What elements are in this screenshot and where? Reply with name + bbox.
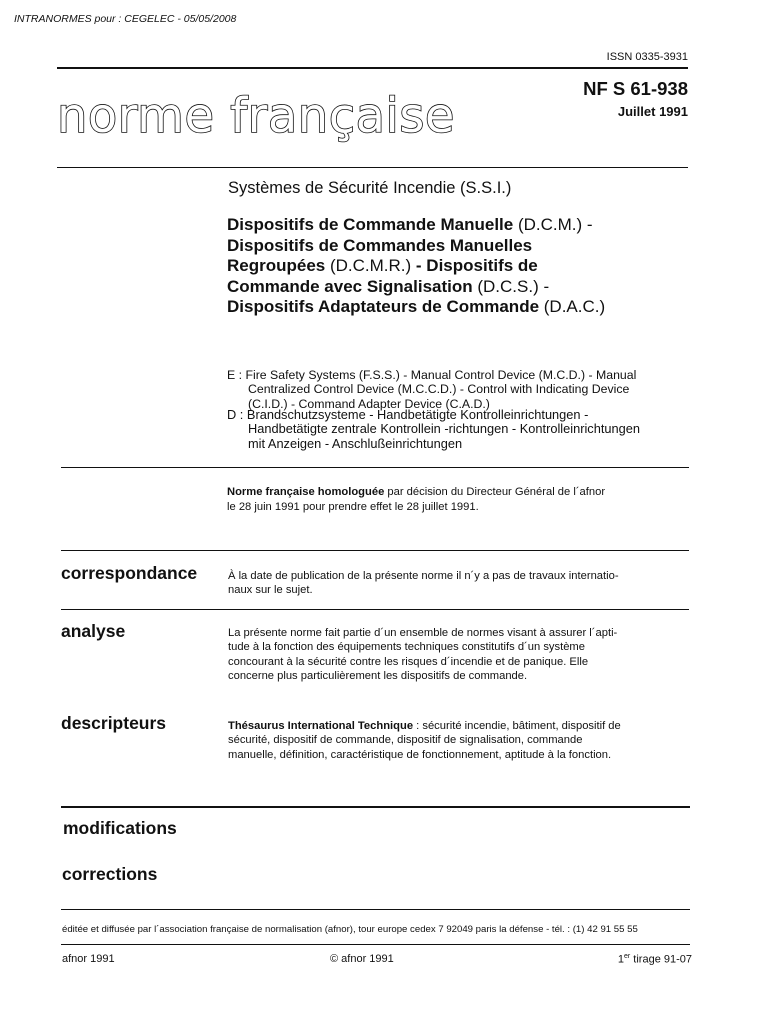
title-divider: [57, 167, 688, 168]
correspondance-label: correspondance: [61, 563, 198, 583]
divider: [61, 806, 690, 808]
norme-francaise-title: norme française: [57, 88, 455, 144]
corrections-label: corrections: [62, 864, 158, 884]
title-line: Dispositifs de Commande Manuelle (D.C.M.) -: [227, 215, 593, 234]
correspondance-text: À la date de publication de la présente norme il n´y a pas de travaux internatio- naux sur le sujet.: [228, 570, 619, 597]
divider: [61, 909, 690, 910]
publisher-line: éditée et diffusée par l´association française de normalisation (afnor), tour europe cedex 7 92049 paris la défense - tél. : (1) 42 91 55 55: [62, 924, 638, 935]
divider: [61, 467, 689, 468]
standard-number: NF S 61-938: [583, 78, 688, 99]
analyse-label: analyse: [61, 621, 126, 641]
title-line: Commande avec Signalisation (D.C.S.) -: [227, 276, 550, 296]
series-title: Systèmes de Sécurité Incendie (S.S.I.): [228, 179, 512, 197]
top-divider: [57, 67, 688, 69]
title-line: Dispositifs de Commandes Manuelles: [227, 235, 533, 255]
title-line: Dispositifs Adaptateurs de Commande (D.A.C.): [227, 297, 606, 316]
modifications-label: modifications: [63, 818, 177, 838]
main-title: [227, 215, 697, 318]
descripteurs-label: descripteurs: [61, 713, 167, 733]
standard-date: Juillet 1991: [617, 104, 688, 119]
german-translation: D : Brandschutzsysteme - Handbetätigte Kontrolleinrichtungen - Handbetätigte zentrale Kontrollein -richtungen - Kontrolleinrichtungen mit Anzeigen - Anschlußeinrichtungen: [227, 407, 640, 451]
homologation-text: Norme française homologuée par décision du Directeur Général de l´afnor le 28 juin 1991 pour prendre effet le 28 juillet 1991.: [227, 486, 606, 513]
divider: [61, 944, 690, 945]
divider: [61, 609, 689, 610]
footer-right: 1er tirage 91-07: [617, 953, 692, 966]
divider: [61, 550, 689, 551]
footer-center: © afnor 1991: [330, 953, 394, 965]
footer-left: afnor 1991: [62, 953, 115, 965]
analyse-text: La présente norme fait partie d´un ensemble de normes visant à assurer l´apti- tude à la fonction des équipements techniques constitutifs d´un système concourant à la sécurité contre les risques d´incendie et de panique. Elle concerne plus particulièrement les dispositifs de commande.: [228, 627, 618, 683]
descripteurs-text: Thésaurus International Technique : sécurité incendie, bâtiment, dispositif de sécurité, dispositif de commande, dispositif de signalisation, commande manuelle, définition, caractéristique de fonctionnement, aptitude à la fonction.: [228, 720, 621, 761]
english-translation: E : Fire Safety Systems (F.S.S.) - Manual Control Device (M.C.D.) - Manual Centralized Control Device (M.C.C.D.) - Control with Indicating Device (C.I.D.) - Command Adapter Device (C.A.D.): [227, 368, 637, 411]
header-note: INTRANORMES pour : CEGELEC - 05/05/2008: [14, 13, 237, 25]
title-line: Regroupées (D.C.M.R.) - Dispositifs de: [227, 256, 538, 275]
issn-number: ISSN 0335-3931: [606, 51, 688, 63]
